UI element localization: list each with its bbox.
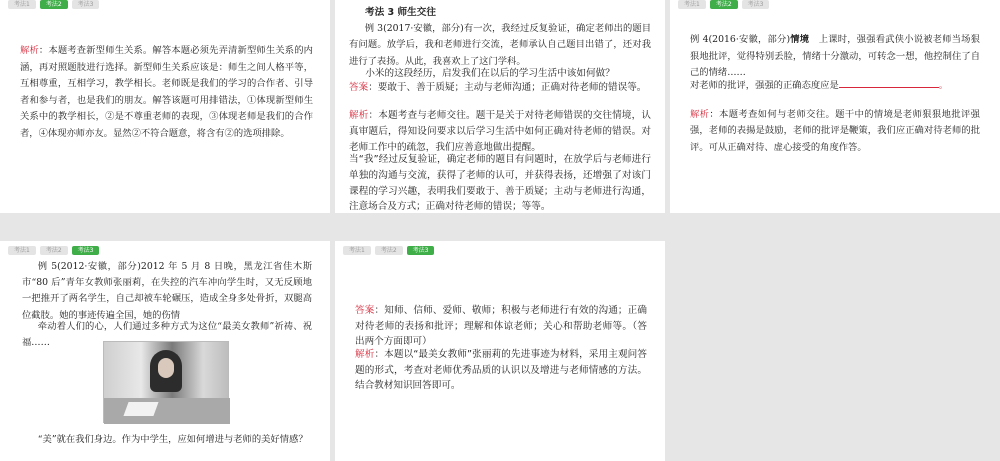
analysis-label: 解析 bbox=[20, 45, 39, 56]
question-text: 例 5(2012·安徽，部分)2012 年 5 月 8 日晚，黑龙江省佳木斯市“80 后”青年女教师张丽莉，在失控的汽车冲向学生时，又无反顾地一把推开了两名学生，自己却被车轮碾压，造成全身多处骨折，双腿高位截肢。她的事迹传遍全国，她的伤情 bbox=[22, 261, 312, 321]
tab-2[interactable]: 考法2 bbox=[40, 246, 68, 255]
tab-1[interactable]: 考法1 bbox=[8, 246, 36, 255]
analysis-body: ：本题考查与老师交往。题干是关于对待老师错误的交往情境，认真审题后，得知设问要求以后学习生活中如何正确对待老师的错误。对老师工作中的疏忽，我们应善意地做出提醒。 bbox=[349, 110, 652, 153]
analysis-body: ：本题考查新型师生关系。解答本题必须先弄清新型师生关系的内涵，再对照题肢进行选择。新型师生关系应该是：师生之间人格平等，互相尊重，互相学习，教学相长。老师既是我们的学习的合作者、引导者和参与者，也是我们的朋友。解答该题可用排错法，①体现新型师生关系中的教学相长，②是不尊重老师的表现，③体现老师是我们的合作者，④体现亦师亦友。显然②不符合题意，将含有②的选项排除。 bbox=[20, 45, 313, 139]
tab-1[interactable]: 考法1 bbox=[343, 246, 371, 255]
answer-label: 答案 bbox=[349, 82, 369, 93]
analysis-block bbox=[349, 108, 651, 155]
analysis-body: ：本题以“最美女教师”张丽莉的先进事迹为材料，采用主观问答题的形式，考查对老师优秀品质的认识以及增进与老师情感的方法。结合教材知识回答即可。 bbox=[355, 349, 647, 392]
analysis-block bbox=[355, 347, 647, 394]
question-tag: 情境 bbox=[790, 34, 810, 45]
tab-bar bbox=[8, 246, 99, 255]
section-heading: 考法 3 师生交往 bbox=[365, 7, 436, 18]
tab-2[interactable]: 考法2 bbox=[710, 0, 738, 9]
question-text bbox=[690, 32, 980, 82]
teacher-photo bbox=[103, 341, 229, 423]
tab-3[interactable]: 考法3 bbox=[72, 0, 100, 9]
question-prompt: 对老师的批评，强强的正确态度应是 。 bbox=[690, 80, 949, 91]
answer-body: ：知师、信师、爱师、敬师；积极与老师进行有效的沟通；正确对待老师的表扬和批评；理解和体谅老师；关心和帮助老师等。（答出两个方面即可） bbox=[355, 305, 648, 348]
question-body: 上课时，强强看武侠小说被老师当场狠狠地批评，觉得特别丢脸，情绪十分激动，可转念一想，他控制住了自己的情绪…… bbox=[690, 34, 980, 79]
analysis-label: 解析 bbox=[349, 110, 369, 121]
question-text-continued: 牵动着人们的心，人们通过多种方式为这位“最美女教师”祈祷、祝福…… bbox=[22, 321, 312, 349]
tab-bar bbox=[343, 246, 434, 255]
answer-label: 答案 bbox=[355, 305, 375, 316]
analysis-block bbox=[690, 107, 980, 156]
slide-2[interactable] bbox=[335, 0, 665, 213]
tab-3[interactable]: 考法3 bbox=[407, 246, 435, 255]
question-head: 例 4(2016·安徽，部分) bbox=[690, 34, 791, 45]
slide-5[interactable] bbox=[335, 241, 665, 461]
tab-bar bbox=[678, 0, 769, 9]
slide-3[interactable] bbox=[670, 0, 1000, 213]
analysis-body: ：本题考查如何与老师交往。题干中的情境是老师狠狠地批评强强，老师的表揚是鼓励，老师的批评是鞭策，我们应正确对待老师的批评。可从正确对待、虚心接受的角度作答。 bbox=[690, 109, 980, 153]
analysis-label: 解析 bbox=[355, 349, 375, 360]
analysis-label: 解析 bbox=[690, 109, 710, 120]
tab-3[interactable]: 考法3 bbox=[72, 246, 100, 255]
tab-1[interactable]: 考法1 bbox=[678, 0, 706, 9]
answer-block bbox=[349, 80, 651, 96]
tab-1[interactable]: 考法1 bbox=[8, 0, 36, 9]
analysis-continued: 当“我”经过反复验证，确定老师的题目有问题时，在放学后与老师进行单独的沟通与交流，获得了老师的认可，并获得表扬，还增强了对该门课程的学习兴趣，表明我们要敢于、善于质疑；主动与老师进行沟通，注意场合及方式；正确对待老师的错误；等等。 bbox=[349, 154, 651, 213]
question-prompt: 小米的这段经历，启发我们在以后的学习生活中该如何做？ bbox=[365, 68, 615, 79]
answer-body: ：要敢于、善于质疑；主动与老师沟通；正确对待老师的错误等。 bbox=[368, 82, 647, 93]
tab-2[interactable]: 考法2 bbox=[375, 246, 403, 255]
tab-bar bbox=[8, 0, 99, 9]
slide-1[interactable] bbox=[0, 0, 330, 213]
answer-block bbox=[355, 303, 647, 350]
question-prompt: “美”就在我们身边。作为中学生，应如何增进与老师的美好情感？ bbox=[37, 434, 308, 445]
question-text: 例 3(2017·安徽，部分)有一次，我经过反复验证，确定老师出的题目有问题。放学后，我和老师进行交流，老师承认自己题目出错了，还对我进行了表扬。从此，我喜欢上了这门学科。 bbox=[349, 23, 651, 67]
answer-blank[interactable] bbox=[839, 79, 939, 88]
tab-2[interactable]: 考法2 bbox=[40, 0, 68, 9]
tab-3[interactable]: 考法3 bbox=[742, 0, 770, 9]
analysis-text bbox=[20, 43, 313, 142]
